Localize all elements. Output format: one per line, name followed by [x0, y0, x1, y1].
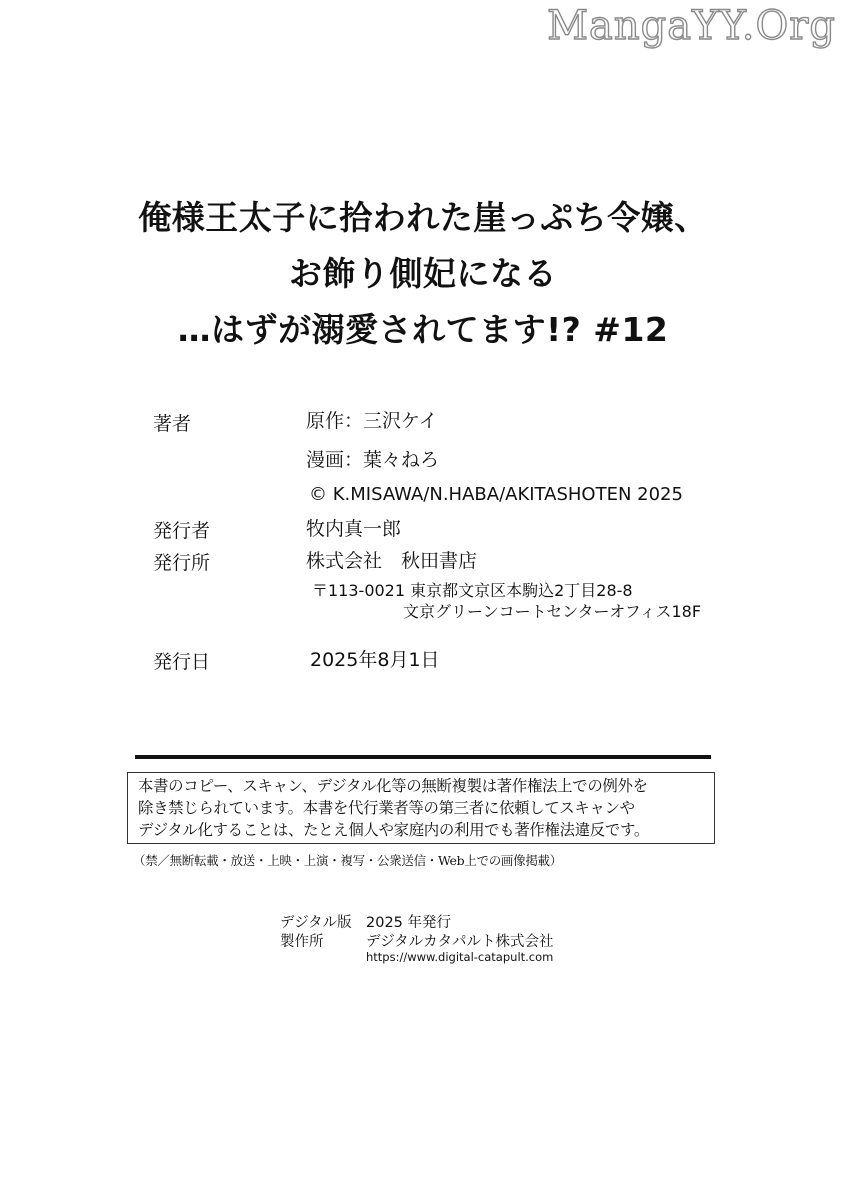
date-label: 発行日	[153, 651, 211, 673]
warning-line-3: デジタル化することは、たとえ個人や家庭内の利用でも著作権法違反です。	[138, 821, 649, 839]
address-line-2: 文京グリーンコートセンターオフィス18F	[403, 602, 702, 621]
title-line-3: …はずが溺愛されてます!? #12	[177, 310, 669, 349]
producer-value: デジタルカタパルト株式会社	[366, 934, 554, 950]
digital-edition-label: デジタル版	[280, 915, 352, 931]
producer-label: 製作所	[280, 934, 324, 950]
publisher-company-label: 発行所	[153, 552, 211, 574]
publisher-person-label: 発行者	[153, 520, 211, 542]
warning-line-2: 除き禁じられています。本書を代行業者等の第三者に依頼してスキャンや	[138, 799, 635, 817]
publisher-company: 株式会社 秋田書店	[306, 550, 478, 572]
section-divider	[135, 755, 711, 759]
author-label: 著者	[153, 413, 192, 435]
warning-line-1: 本書のコピー、スキャン、デジタル化等の無断複製は著作権法上での例外を	[138, 777, 648, 795]
copyright-notice: © K.MISAWA/N.HABA/AKITASHOTEN 2025	[309, 484, 683, 505]
publication-date: 2025年8月1日	[310, 649, 440, 671]
producer-url: https://www.digital-catapult.com	[366, 950, 554, 964]
book-title	[0, 190, 846, 358]
address-line-1: 〒113-0021 東京都文京区本駒込2丁目28-8	[312, 581, 633, 600]
title-line-2: お飾り側妃になる	[289, 254, 557, 293]
copyright-warning-box	[127, 772, 715, 844]
original-author: 原作：三沢ケイ	[306, 410, 438, 432]
site-watermark: MangaYY.Org	[547, 3, 836, 49]
prohibition-note: （禁／無断転載・放送・上映・上演・複写・公衆送信・Web上での画像掲載）	[133, 853, 562, 868]
publisher-person: 牧内真一郎	[306, 518, 402, 540]
title-line-1: 俺様王太子に拾われた崖っぷち令嬢、	[138, 198, 708, 237]
digital-edition-value: 2025 年発行	[366, 915, 452, 931]
manga-artist: 漫画：葉々ねろ	[306, 449, 440, 471]
